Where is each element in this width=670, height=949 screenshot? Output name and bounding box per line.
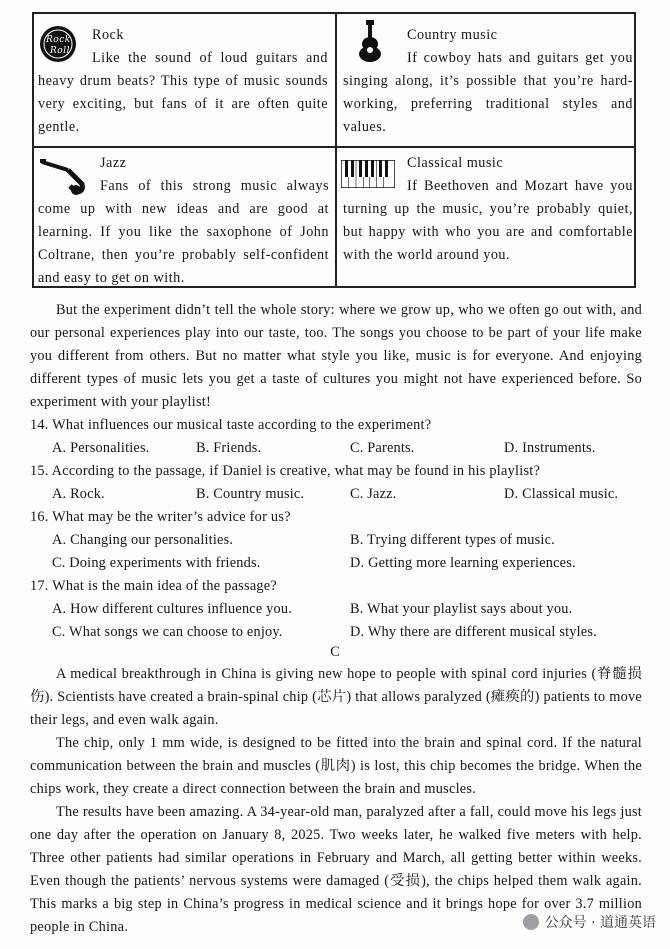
q17-option-a: A. How different cultures influence you. [52, 601, 292, 617]
question-14-stem: 14. What influences our musical taste according to the experiment? [30, 417, 432, 433]
q14-option-a: A. Personalities. [52, 440, 150, 456]
jazz-text: Fans of this strong music always come up with new ideas and are good at learning. If you like the saxophone of John Coltrane, then you’re probably self-confident and easy to get on with. [38, 178, 329, 286]
q17-option-d: D. Why there are different musical styles. [350, 624, 597, 640]
question-15-stem: 15. According to the passage, if Daniel is creative, what may be found in his playlist? [30, 463, 541, 479]
rock-title: Rock [92, 27, 124, 43]
cell-classical [337, 148, 636, 286]
q17-option-b: B. What your playlist says about you. [350, 601, 573, 617]
watermark [523, 912, 656, 932]
q16-option-d: D. Getting more learning experiences. [350, 555, 576, 571]
wechat-icon [523, 914, 539, 930]
watermark-text: 公众号 · 道通英语 [544, 915, 656, 931]
q17-option-c: C. What songs we can choose to enjoy. [52, 624, 283, 640]
q16-option-b: B. Trying different types of music. [350, 532, 555, 548]
passage-b-paragraph: But the experiment didn’t tell the whole story: where we grow up, who we often go out with, and our personal experiences play into our taste, too. The songs you choose to be part of your life make you different from others. But no matter what style you like, music is for everyone. And enjoying different types of music lets you get a taste of cultures you might not have experienced before. So experiment with your playlist! [30, 302, 642, 410]
classical-title: Classical music [407, 155, 504, 171]
question-16-stem: 16. What may be the writer’s advice for us? [30, 509, 291, 525]
classical-text: If Beethoven and Mozart have you turning up the music, you’re probably quiet, but happy with who you are and comfortable with the world around you. [343, 178, 633, 263]
q16-option-c: C. Doing experiments with friends. [52, 555, 261, 571]
cell-country [337, 14, 636, 146]
country-text: If cowboy hats and guitars get you singing along, it’s possible that you’re hard-working, preferring traditional styles and values. [343, 50, 633, 135]
svg-text:Rock: Rock [46, 35, 71, 45]
section-c-paragraph-3: The results have been amazing. A 34-year-old man, paralyzed after a fall, could move his legs just one day after the operation on January 8, 2025. Two weeks later, he walked five meters with help. Three other patients had similar operations in February and March, all getting better within weeks. Even though the patients’ nervous systems were damaged (受损), the chips helped them walk again. This marks a big step in China’s progress in medical science and it brings hope for over 3.7 million people in China. [30, 804, 642, 935]
q14-option-c: C. Parents. [350, 440, 415, 456]
section-c-paragraph-1: A medical breakthrough in China is giving new hope to people with spinal cord injuries (脊髓损伤). Scientists have created a brain-spinal chip (芯片) that allows paralyzed (瘫痪的) patients to move their legs, and even walk again. [30, 666, 642, 728]
rock-text: Like the sound of loud guitars and heavy drum beats? This type of music sounds very exciting, but fans of it are often quite gentle. [38, 50, 328, 135]
cell-rock [34, 14, 335, 146]
question-17-stem: 17. What is the main idea of the passage? [30, 578, 278, 594]
q15-option-d: D. Classical music. [504, 486, 619, 502]
cell-jazz [34, 148, 335, 286]
country-title: Country music [407, 27, 498, 43]
svg-text:Roll: Roll [50, 46, 70, 56]
q14-option-b: B. Friends. [196, 440, 262, 456]
q15-option-a: A. Rock. [52, 486, 105, 502]
section-c-paragraph-2: The chip, only 1 mm wide, is designed to be fitted into the brain and spinal cord. If the natural communication between the brain and muscles (肌肉) is lost, this chip becomes the bridge. When the chips work, they create a direct connection between the brain and muscles. [30, 735, 642, 797]
q14-option-d: D. Instruments. [504, 440, 596, 456]
q15-option-c: C. Jazz. [350, 486, 397, 502]
section-c-label: C [330, 644, 340, 660]
genre-table [32, 12, 636, 288]
q15-option-b: B. Country music. [196, 486, 305, 502]
jazz-title: Jazz [100, 155, 127, 171]
q16-option-a: A. Changing our personalities. [52, 532, 234, 548]
